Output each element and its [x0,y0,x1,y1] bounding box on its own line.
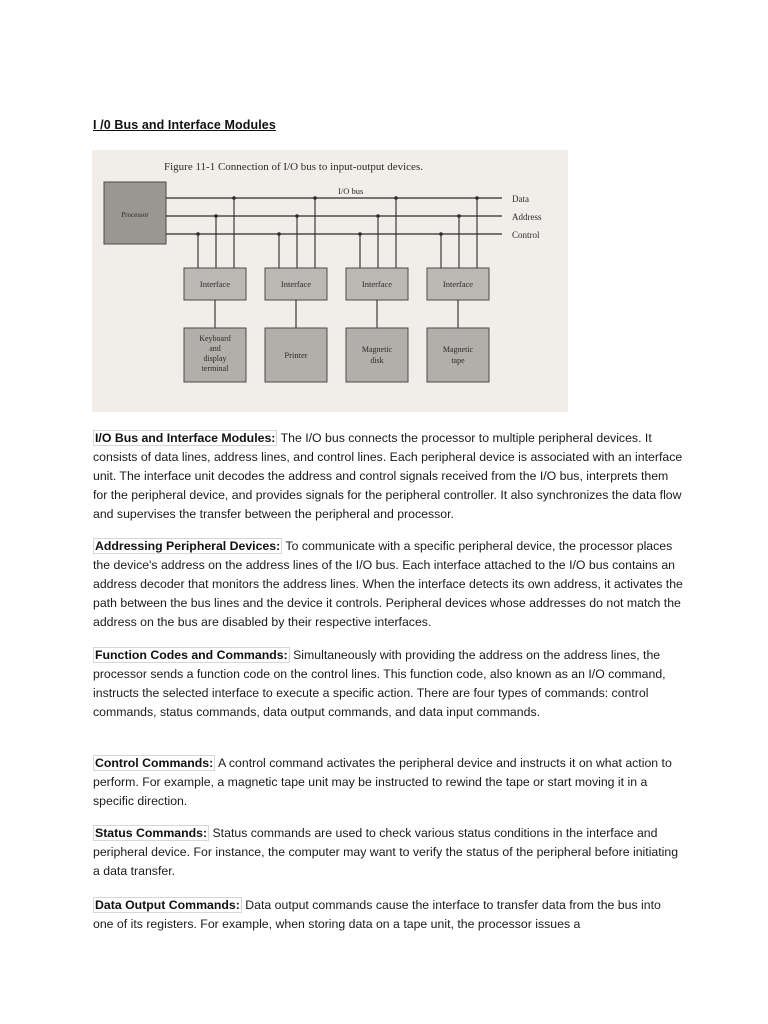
device-disk-line-2: disk [370,356,384,365]
device-keyboard-line-4: terminal [201,364,229,373]
bus-label: I/O bus [338,186,364,196]
section-text: Simultaneously with providing the address on the address lines, the processor sends a function code on the control lines. This function code, also known as an I/O command, instructs the selected interface to execute a specific action. There are four types of commands: control commands, status commands, data output commands, and data input commands. [93,648,666,719]
section-text: Status commands are used to check various status conditions in the interface and peripheral device. For instance, the computer may want to verify the status of the peripheral before initiating a data transfer. [93,826,679,878]
control-line-label: Control [512,230,540,240]
section-status-commands [93,824,683,881]
section-text: A control command activates the peripheral device and instructs it on what action to perform. For example, a magnetic tape unit may be instructed to rewind the tape or start moving it in a specific direction. [93,756,672,808]
interface-label-4: Interface [442,279,474,289]
interface-group-2 [265,196,327,382]
figure-caption: Figure 11-1 Connection of I/O bus to input-output devices. [164,161,423,173]
section-text: To communicate with a specific peripheral device, the processor places the device's address on the address lines of the I/O bus. Each interface attached to the I/O bus contains an address decoder that monitors the address lines. When the interface detects its own address, it activates the path between the bus lines and the device it controls. Peripheral devices whose addresses do not match the address on the bus are disabled by their respective interfaces. [93,539,683,629]
device-box-magnetic-disk [346,328,408,382]
section-data-output-commands [93,896,683,934]
device-box-magnetic-tape [427,328,489,382]
section-io-bus [93,429,683,524]
section-term: Status Commands: [95,826,208,840]
device-tape-line-2: tape [451,356,465,365]
device-printer-line-1: Printer [284,350,308,360]
section-control-commands [93,754,683,811]
processor-label: Processor [121,211,149,219]
device-keyboard-line-3: display [203,354,227,363]
address-line-label: Address [512,212,542,222]
data-line-label: Data [512,194,529,204]
interface-label-2: Interface [280,279,312,289]
device-keyboard-line-2: and [209,344,221,353]
interface-group-3 [346,196,408,382]
device-tape-line-1: Magnetic [442,345,474,354]
page-title: I /0 Bus and Interface Modules [93,118,276,132]
section-addressing [93,537,683,632]
interface-label-1: Interface [199,279,231,289]
interface-label-3: Interface [361,279,393,289]
device-keyboard-line-1: Keyboard [199,334,231,343]
section-term: I/O Bus and Interface Modules: [95,431,276,445]
interface-group-1 [184,196,246,382]
section-term: Addressing Peripheral Devices: [95,539,281,553]
device-disk-line-1: Magnetic [361,345,393,354]
section-text: The I/O bus connects the processor to multiple peripheral devices. It consists of data lines, address lines, and control lines. Each peripheral device is associated with an interface unit. The interface unit decodes the address and control signals received from the I/O bus, interprets them for the peripheral device, and provides signals for the peripheral controller. It also synchronizes the data flow and supervises the transfer between the peripheral and processor. [93,431,683,521]
interface-group-4 [427,196,489,382]
section-function-codes [93,646,683,722]
section-term: Control Commands: [95,756,214,770]
section-term: Function Codes and Commands: [95,648,288,662]
io-bus-figure [92,150,568,412]
section-term: Data Output Commands: [95,898,240,912]
io-bus-diagram [92,150,568,412]
section-text: Data output commands cause the interface to transfer data from the bus into one of its registers. For example, when storing data on a tape unit, the processor issues a [93,898,661,931]
